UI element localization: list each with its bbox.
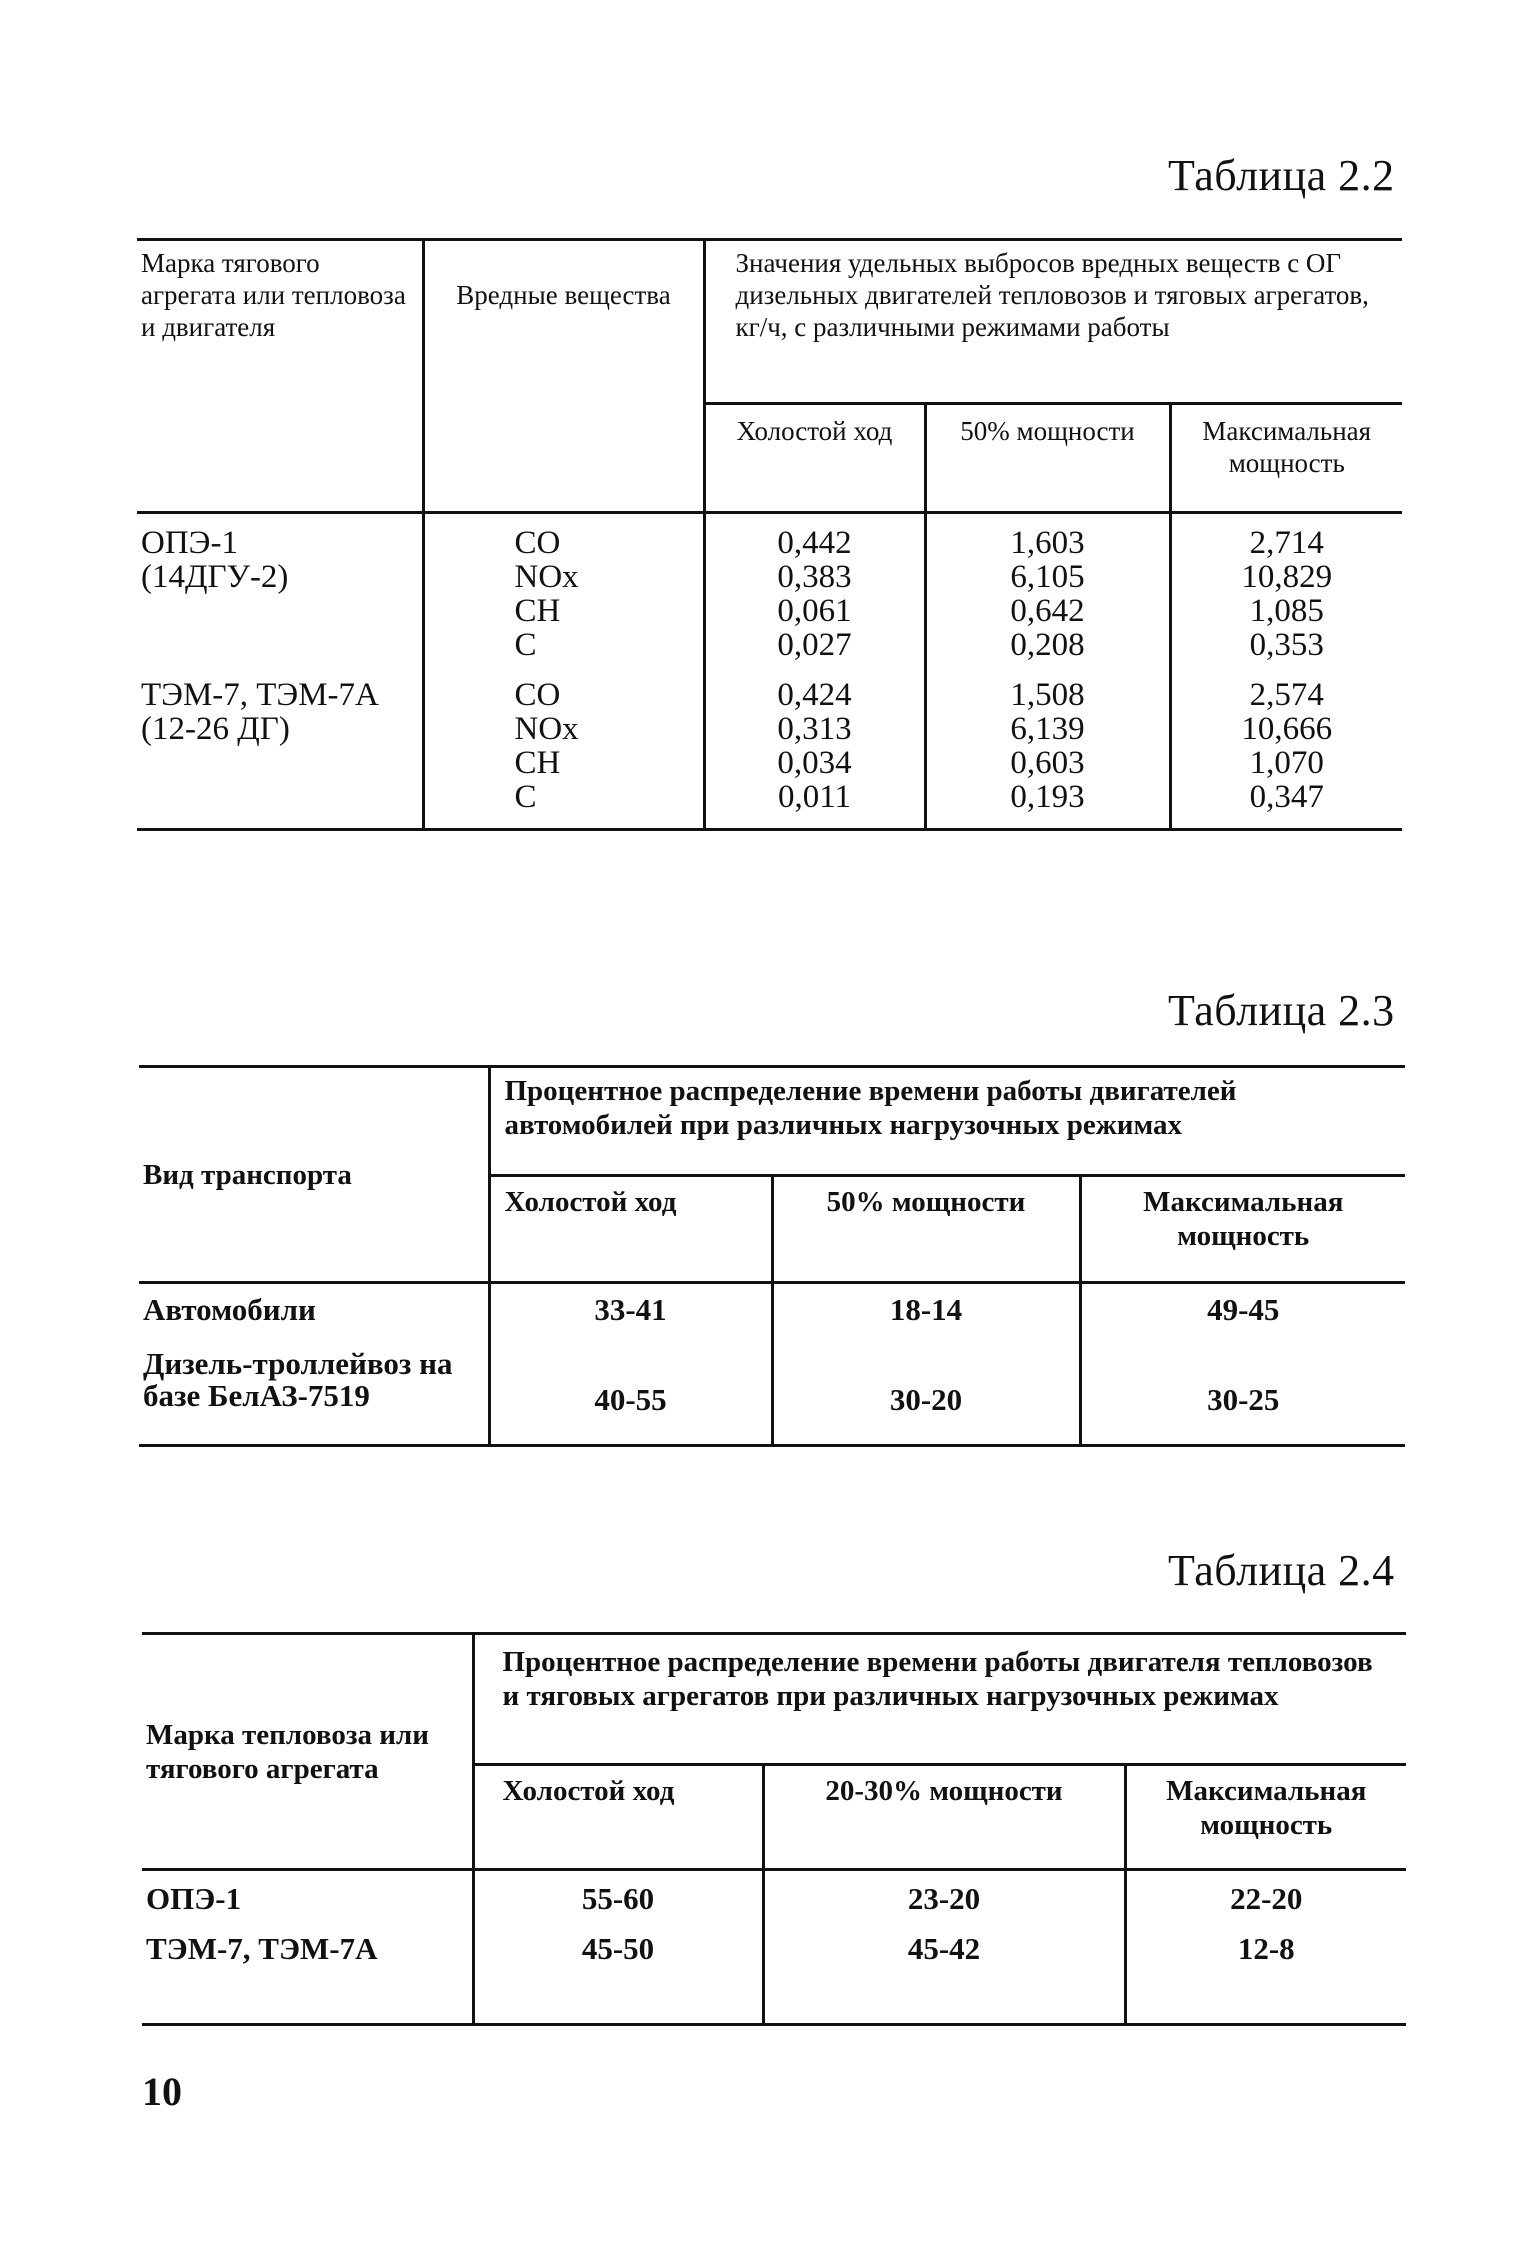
max-values-cell: 2,574 10,666 1,070 0,347 — [1170, 676, 1402, 830]
table-2-2-group-header: Значения удельных выбросов вредных веществ с ОГ дизельных двигателей тепловозов и тяговых агрегатов, кг/ч, с различными режимами работы — [704, 240, 1402, 404]
table-2-4-caption: Таблица 2.4 — [1168, 1546, 1395, 1595]
transport-type-cell: Автомобили — [143, 1292, 316, 1327]
half-values-cell: 1,603 6,105 0,642 0,208 — [925, 513, 1170, 677]
value-cell: 55-60 — [473, 1870, 763, 1930]
table-2-2-col1-header: Марка тягового агрегата или тепловоза и двигателя — [137, 240, 423, 513]
table-row — [142, 1929, 1406, 2025]
value-cell: 18-14 — [772, 1283, 1080, 1343]
page-number: 10 — [142, 2069, 182, 2114]
table-2-2-subheader-half: 50% мощности — [925, 404, 1170, 513]
value-cell: 49-45 — [1080, 1283, 1405, 1343]
table-row — [139, 1283, 1405, 1343]
transport-type-cell: Дизель-троллейвоз на базе БелАЗ-7519 — [143, 1346, 453, 1413]
table-2-3 — [139, 1065, 1405, 1447]
value-cell: 40-55 — [489, 1342, 772, 1446]
table-2-3-subheader-max: Максимальная мощность — [1080, 1176, 1405, 1283]
half-values-cell: 1,508 6,139 0,603 0,193 — [925, 676, 1170, 830]
idle-values-cell: 0,424 0,313 0,034 0,011 — [704, 676, 925, 830]
value-cell: 30-20 — [772, 1342, 1080, 1446]
table-2-2 — [137, 238, 1402, 831]
table-2-3-subheader-half: 50% мощности — [772, 1176, 1080, 1283]
value-cell: 22-20 — [1125, 1870, 1406, 1930]
locomotive-name-cell: ТЭМ-7, ТЭМ-7А — [146, 1931, 378, 1966]
table-row — [137, 676, 1402, 830]
table-2-2-subheader-max: Максимальная мощность — [1170, 404, 1402, 513]
value-cell: 23-20 — [763, 1870, 1125, 1930]
table-2-3-subheader-idle: Холостой ход — [489, 1176, 772, 1283]
engine-name-cell: ОПЭ-1 (14ДГУ-2) — [141, 525, 289, 595]
value-cell: 45-42 — [763, 1929, 1125, 2025]
table-2-3-col1-header: Вид транспорта — [139, 1067, 489, 1283]
max-values-cell: 2,714 10,829 1,085 0,353 — [1170, 513, 1402, 677]
table-2-2-subheader-idle: Холостой ход — [704, 404, 925, 513]
value-cell: 33-41 — [489, 1283, 772, 1343]
table-2-4-col1-header: Марка тепловоза или тягового агрегата — [142, 1634, 473, 1870]
table-row — [142, 1870, 1406, 1930]
table-2-3-caption: Таблица 2.3 — [1168, 986, 1395, 1035]
idle-values-cell: 0,442 0,383 0,061 0,027 — [704, 513, 925, 677]
table-2-4-subheader-max: Максимальная мощность — [1125, 1765, 1406, 1870]
value-cell: 12-8 — [1125, 1929, 1406, 2025]
table-2-2-col2-header: Вредные вещества — [423, 240, 704, 513]
locomotive-name-cell: ОПЭ-1 — [146, 1881, 242, 1916]
table-row — [139, 1342, 1405, 1446]
table-2-3-group-header: Процентное распределение времени работы двигателей автомобилей при различных нагрузочных режимах — [489, 1067, 1405, 1176]
table-2-4-subheader-power: 20-30% мощности — [763, 1765, 1125, 1870]
value-cell: 45-50 — [473, 1929, 763, 2025]
table-2-4-subheader-idle: Холостой ход — [473, 1765, 763, 1870]
engine-name-cell: ТЭМ-7, ТЭМ-7А (12-26 ДГ) — [141, 677, 379, 747]
substance-cell: CO NOx CH C — [423, 676, 704, 830]
value-cell: 30-25 — [1080, 1342, 1405, 1446]
substance-cell: CO NOx CH C — [423, 513, 704, 677]
table-2-4 — [142, 1632, 1406, 2026]
table-2-4-group-header: Процентное распределение времени работы двигателя тепловозов и тяговых агрегатов при различных нагрузочных режимах — [473, 1634, 1406, 1765]
table-2-2-caption: Таблица 2.2 — [1168, 151, 1395, 200]
table-row — [137, 513, 1402, 677]
